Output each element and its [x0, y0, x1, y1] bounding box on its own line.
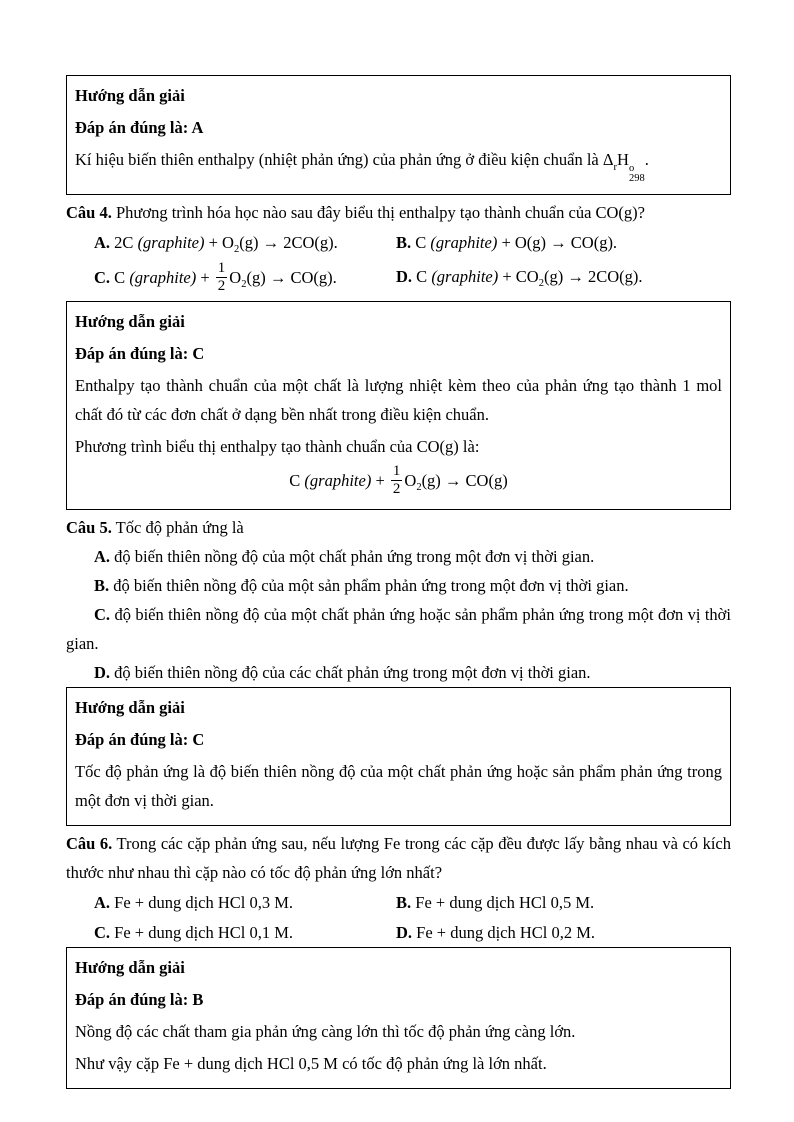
question-6-options-cd	[66, 918, 731, 947]
correct-answer-line: Đáp án đúng là: C	[75, 730, 205, 749]
option-d-q5: D. độ biến thiên nồng độ của các chất phản ứng trong một đơn vị thời gian.	[94, 663, 591, 682]
solution-box-answer-c4	[66, 301, 731, 510]
solution-body: Nồng độ các chất tham gia phản ứng càng lớn thì tốc độ phản ứng càng lớn.	[75, 1022, 576, 1041]
question-6	[66, 829, 731, 887]
question-6-options-ab	[66, 888, 731, 917]
solution-body-2: Phương trình biểu thị enthalpy tạo thành chuẩn của CO(g) là:	[75, 437, 480, 456]
option-d-q6: D. Fe + dung dịch HCl 0,2 M.	[396, 923, 596, 942]
solution-guide-heading: Hướng dẫn giải	[75, 312, 185, 331]
enthalpy-symbol: $\Delta_rH$ o 298 .	[602, 150, 649, 184]
correct-answer-line: Đáp án đúng là: A	[75, 118, 204, 137]
one-half-fraction: $\frac{1}{2}$	[217, 260, 226, 294]
solution-body-text: Kí hiệu biến thiên enthalpy (nhiệt phản ứng) của phản ứng ở điều kiện chuẩn là	[75, 150, 603, 169]
question-5-text: Tốc độ phản ứng là	[111, 518, 244, 537]
correct-answer-line: Đáp án đúng là: C	[75, 344, 205, 363]
question-4-options-ab	[66, 228, 731, 257]
formation-equation: C (graphite) + $\frac{1}{2}$ $O_2(g) \to CO(g)$	[289, 463, 508, 497]
option-b-q6: B. Fe + dung dịch HCl 0,5 M.	[396, 893, 595, 912]
option-d-q4: D. C (graphite) + $CO_2(g) \to 2CO(g)$.	[396, 267, 643, 289]
solution-box-answer-b6	[66, 947, 731, 1089]
question-4-label: Câu 4.	[66, 203, 112, 222]
question-4	[66, 198, 731, 227]
option-b-q5: B. độ biến thiên nồng độ của một sản phẩm phản ứng trong một đơn vị thời gian.	[94, 576, 629, 595]
solution-box-answer-c5	[66, 687, 731, 826]
solution-body: Tốc độ phản ứng là độ biến thiên nồng độ của một chất phản ứng hoặc sản phẩm phản ứng trong một đơn vị thời gian.	[75, 762, 722, 810]
solution-guide-heading: Hướng dẫn giải	[75, 698, 185, 717]
correct-answer-line: Đáp án đúng là: B	[75, 990, 204, 1009]
option-a-q4: A. 2C (graphite) + $O_2(g) \to 2CO(g)$.	[94, 233, 338, 255]
option-c-q5: C. độ biến thiên nồng độ của một chất phản ứng hoặc sản phẩm phản ứng trong một đơn vị thời gian.	[66, 605, 731, 653]
solution-guide-heading: Hướng dẫn giải	[75, 958, 185, 977]
option-c-q6: C. Fe + dung dịch HCl 0,1 M.	[94, 923, 294, 942]
question-4-text: Phương trình hóa học nào sau đây biểu thị enthalpy tạo thành chuẩn của CO(g)?	[111, 203, 645, 222]
solution-body: Enthalpy tạo thành chuẩn của một chất là lượng nhiệt kèm theo của phản ứng tạo thành 1 mol chất đó từ các đơn chất ở dạng bền nhất trong điều kiện chuẩn.	[75, 376, 722, 424]
question-4-options-cd	[66, 262, 731, 296]
option-a-q5: A. độ biến thiên nồng độ của một chất phản ứng trong một đơn vị thời gian.	[94, 547, 595, 566]
option-a-q6: A. Fe + dung dịch HCl 0,3 M.	[94, 893, 294, 912]
solution-body	[75, 145, 722, 184]
question-6-label: Câu 6.	[66, 834, 113, 853]
question-6-text: Trong các cặp phản ứng sau, nếu lượng Fe trong các cặp đều được lấy bằng nhau và có kích thước như nhau thì cặp nào có tốc độ phản ứng lớn nhất?	[66, 834, 731, 882]
solution-body-2: Như vậy cặp Fe + dung dịch HCl 0,5 M có tốc độ phản ứng là lớn nhất.	[75, 1054, 547, 1073]
option-b-q4: B. C (graphite) + O(g) → CO(g).	[396, 233, 618, 252]
solution-guide-heading: Hướng dẫn giải	[75, 86, 185, 105]
option-c-q4: C. C (graphite) + $\frac{1}{2}$ $O_2(g) \to CO(g)$.	[94, 260, 337, 294]
solution-box-answer-a	[66, 75, 731, 195]
one-half-fraction: $\frac{1}{2}$	[392, 463, 401, 497]
question-5-label: Câu 5.	[66, 518, 112, 537]
question-5	[66, 513, 731, 542]
